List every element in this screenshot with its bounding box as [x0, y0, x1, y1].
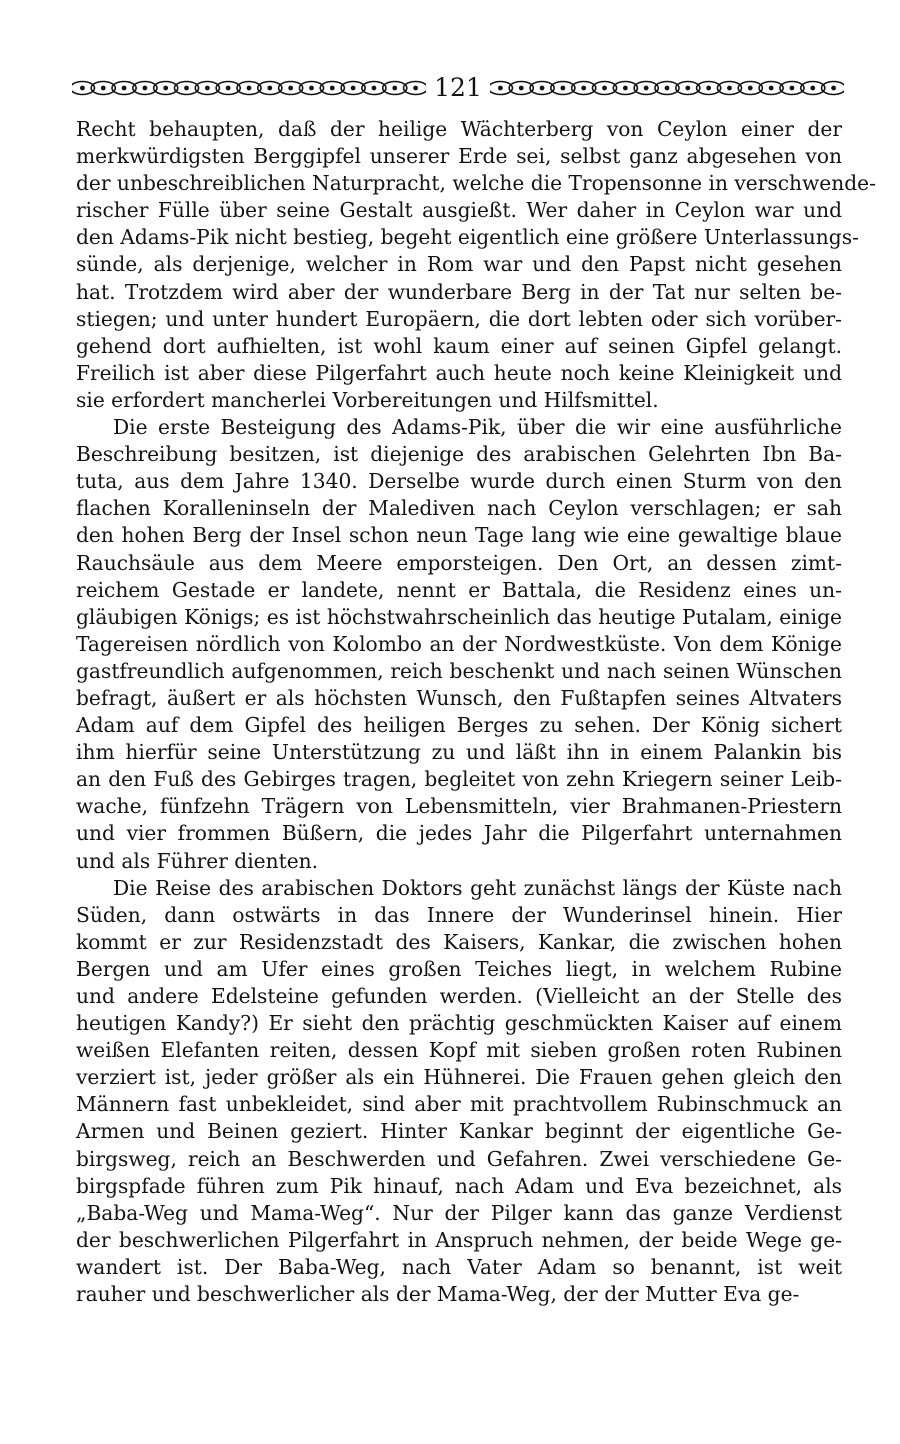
- text-line: Beschreibung besitzen, ist diejenige des arabischen Gelehrten Ibn Ba-: [76, 442, 842, 467]
- chain-ornament-icon: [72, 77, 426, 99]
- text-line: Freilich ist aber diese Pilgerfahrt auch heute noch keine Kleinigkeit und: [76, 360, 842, 385]
- text-line: ihm hierfür seine Unterstützung zu und läßt ihn in einem Palankin bis: [76, 740, 842, 765]
- body-text: [76, 116, 876, 1308]
- text-line: hat. Trotzdem wird aber der wunderbare Berg in der Tat nur selten be-: [76, 279, 842, 304]
- text-line: Rauchsäule aus dem Meere emporsteigen. Den Ort, an dessen zimt-: [76, 550, 842, 575]
- text-line: verziert ist, jeder größer als ein Hühnerei. Die Frauen gehen gleich den: [76, 1065, 842, 1090]
- text-line: gläubigen Königs; es ist höchstwahrscheinlich das heutige Putalam, einige: [76, 604, 842, 629]
- text-line: Adam auf dem Gipfel des heiligen Berges zu sehen. Der König sichert: [76, 713, 842, 738]
- text-line: befragt, äußert er als höchsten Wunsch, den Fußtapfen seines Altvaters: [76, 685, 842, 710]
- text-line: rauher und beschwerlicher als der Mama-Weg, der der Mutter Eva ge-: [76, 1282, 800, 1307]
- text-line: der unbeschreiblichen Naturpracht, welche die Tropensonne in verschwende-: [76, 171, 876, 196]
- text-line: und vier frommen Büßern, die jedes Jahr die Pilgerfahrt unternahmen: [76, 821, 842, 846]
- text-line: und andere Edelsteine gefunden werden. (Vielleicht an der Stelle des: [76, 984, 842, 1008]
- text-line: Armen und Beinen geziert. Hinter Kankar beginnt der eigentliche Ge-: [76, 1119, 842, 1144]
- text-line: rischer Fülle über seine Gestalt ausgießt. Wer daher in Ceylon war und: [76, 198, 842, 223]
- text-line: reichem Gestade er landete, nennt er Battala, die Residenz eines un-: [76, 577, 842, 602]
- paragraph: [76, 116, 876, 414]
- chain-ornament-icon: [490, 77, 844, 99]
- paragraph: [76, 875, 842, 1309]
- text-line: an den Fuß des Gebirges tragen, begleitet von zehn Kriegern seiner Leib-: [76, 767, 842, 792]
- text-line: wache, fünfzehn Trägern von Lebensmitteln, vier Brahmanen-Priestern: [76, 794, 842, 819]
- text-line: sie erfordert mancherlei Vorbereitungen und Hilfsmittel.: [76, 387, 659, 412]
- text-line: Tagereisen nördlich von Kolombo an der Nordwestküste. Von dem Könige: [76, 631, 842, 656]
- text-line: Recht behaupten, daß der heilige Wächterberg von Ceylon einer der: [76, 117, 842, 141]
- paragraph: [76, 414, 842, 875]
- text-line: wandert ist. Der Baba-Weg, nach Vater Adam so benannt, ist weit: [76, 1254, 842, 1279]
- text-line: der beschwerlichen Pilgerfahrt in Anspruch nehmen, der beide Wege ge-: [76, 1227, 842, 1252]
- text-line: Bergen und am Ufer eines großen Teiches liegt, in welchem Rubine: [76, 956, 842, 981]
- text-line: birgsweg, reich an Beschwerden und Gefahren. Zwei verschiedene Ge-: [76, 1146, 842, 1171]
- text-line: „Baba-Weg und Mama-Weg“. Nur der Pilger kann das ganze Verdienst: [76, 1200, 842, 1225]
- running-head: [72, 68, 844, 108]
- text-line: tuta, aus dem Jahre 1340. Derselbe wurde durch einen Sturm von den: [76, 469, 842, 494]
- text-line: merkwürdigsten Berggipfel unserer Erde sei, selbst ganz abgesehen von: [76, 144, 842, 169]
- text-line: gehend dort aufhielten, ist wohl kaum einer auf seinen Gipfel gelangt.: [76, 333, 842, 358]
- text-line: stiegen; und unter hundert Europäern, die dort lebten oder sich vorüber-: [76, 306, 842, 331]
- page-number: 121: [434, 73, 482, 102]
- text-line: Die erste Besteigung des Adams-Pik, über die wir eine ausführliche: [113, 415, 842, 440]
- text-line: den Adams-Pik nicht bestieg, begeht eigentlich eine größere Unterlassungs-: [76, 225, 859, 250]
- text-line: gastfreundlich aufgenommen, reich beschenkt und nach seinen Wünschen: [76, 658, 842, 683]
- text-line: Die Reise des arabischen Doktors geht zunächst längs der Küste nach: [113, 875, 842, 900]
- text-line: und als Führer dienten.: [76, 848, 319, 873]
- text-line: weißen Elefanten reiten, dessen Kopf mit sieben großen roten Rubinen: [76, 1038, 842, 1063]
- text-line: heutigen Kandy?) Er sieht den prächtig geschmückten Kaiser auf einem: [76, 1011, 842, 1036]
- text-line: birgspfade führen zum Pik hinauf, nach Adam und Eva bezeichnet, als: [76, 1173, 842, 1198]
- text-line: sünde, als derjenige, welcher in Rom war und den Papst nicht gesehen: [76, 252, 842, 277]
- text-line: den hohen Berg der Insel schon neun Tage lang wie eine gewaltige blaue: [76, 523, 842, 548]
- text-line: kommt er zur Residenzstadt des Kaisers, Kankar, die zwischen hohen: [76, 929, 842, 954]
- text-line: Männern fast unbekleidet, sind aber mit prachtvollem Rubinschmuck an: [76, 1092, 842, 1117]
- text-line: flachen Koralleninseln der Malediven nach Ceylon verschlagen; er sah: [76, 496, 842, 521]
- text-line: Süden, dann ostwärts in das Innere der Wunderinsel hinein. Hier: [76, 902, 842, 927]
